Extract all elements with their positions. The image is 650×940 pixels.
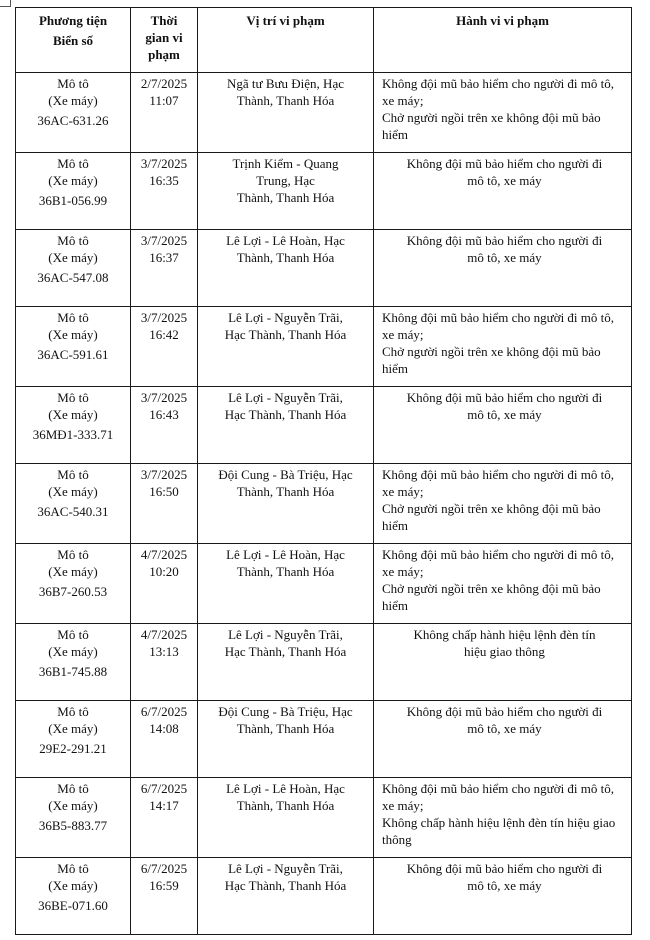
violation-text: Không đội mũ bảo hiểm cho người đi mô tô, xe máy; — [382, 310, 615, 342]
time-cell — [131, 464, 198, 544]
header-time-line: gian vi — [145, 30, 183, 45]
vehicle-type: Mô tô — [57, 861, 89, 876]
vehicle-type: Mô tô — [57, 781, 89, 796]
location-line: Thành, Thanh Hóa — [236, 721, 335, 736]
violation-time: 16:43 — [149, 407, 179, 422]
vehicle-type: Mô tô — [57, 233, 89, 248]
vehicle-subtype: (Xe máy) — [48, 407, 98, 422]
violation-time: 16:50 — [149, 484, 179, 499]
location-cell — [198, 230, 374, 307]
time-cell — [131, 73, 198, 153]
table-row — [16, 858, 632, 935]
location-line: Lê Lợi - Nguyễn Trãi, — [228, 310, 343, 325]
violation-text: mô tô, xe máy — [467, 721, 542, 736]
violation-cell — [374, 464, 632, 544]
vehicle-subtype: (Xe máy) — [48, 327, 98, 342]
violation-time: 16:59 — [149, 878, 179, 893]
violation-date: 6/7/2025 — [140, 861, 188, 876]
violation-text: mô tô, xe máy — [467, 407, 542, 422]
vehicle-cell — [16, 73, 131, 153]
license-plate: 36AC-591.61 — [37, 347, 109, 362]
page-corner-mark — [0, 0, 11, 7]
violation-text: Không đội mũ bảo hiểm cho người đi — [406, 390, 603, 405]
violation-text: Chở người ngồi trên xe không đội mũ bảo hiểm — [382, 344, 601, 376]
violation-time: 16:37 — [149, 250, 179, 265]
time-cell — [131, 307, 198, 387]
location-cell — [198, 778, 374, 858]
header-location: Vị trí vi phạm — [198, 8, 374, 73]
table-row — [16, 701, 632, 778]
header-vehicle-line: Phương tiện — [38, 13, 108, 28]
time-cell — [131, 624, 198, 701]
violation-text: Không chấp hành hiệu lệnh đèn tín — [413, 627, 596, 642]
vehicle-cell — [16, 544, 131, 624]
vehicle-type: Mô tô — [57, 627, 89, 642]
violations-table — [15, 7, 632, 935]
vehicle-subtype: (Xe máy) — [48, 93, 98, 108]
location-line: Trung, Hạc — [256, 173, 315, 188]
location-cell — [198, 153, 374, 230]
location-line: Hạc Thành, Thanh Hóa — [224, 644, 347, 659]
violation-time: 13:13 — [149, 644, 179, 659]
location-line: Lê Lợi - Lê Hoàn, Hạc — [226, 233, 345, 248]
time-cell — [131, 230, 198, 307]
time-cell — [131, 858, 198, 935]
violation-text: mô tô, xe máy — [467, 250, 542, 265]
location-cell — [198, 624, 374, 701]
location-line: Lê Lợi - Nguyễn Trãi, — [228, 627, 343, 642]
location-line: Thành, Thanh Hóa — [236, 250, 335, 265]
vehicle-type: Mô tô — [57, 547, 89, 562]
vehicle-subtype: (Xe máy) — [48, 484, 98, 499]
vehicle-type: Mô tô — [57, 76, 89, 91]
violation-time: 14:08 — [149, 721, 179, 736]
location-line: Lê Lợi - Nguyễn Trãi, — [228, 390, 343, 405]
header-plate-line: Biển số — [52, 33, 94, 48]
vehicle-cell — [16, 153, 131, 230]
vehicle-subtype: (Xe máy) — [48, 798, 98, 813]
violation-text: Chở người ngồi trên xe không đội mũ bảo hiểm — [382, 501, 601, 533]
vehicle-subtype: (Xe máy) — [48, 878, 98, 893]
vehicle-cell — [16, 387, 131, 464]
time-cell — [131, 153, 198, 230]
license-plate: 36B5-883.77 — [38, 818, 108, 833]
violation-text: Không đội mũ bảo hiểm cho người đi — [406, 233, 603, 248]
time-cell — [131, 387, 198, 464]
table-row — [16, 153, 632, 230]
violation-text: hiệu giao thông — [464, 644, 545, 659]
location-line: Ngã tư Bưu Điện, Hạc — [227, 76, 344, 91]
location-line: Hạc Thành, Thanh Hóa — [224, 878, 347, 893]
license-plate: 36B7-260.53 — [38, 584, 108, 599]
violation-text: Chở người ngồi trên xe không đội mũ bảo hiểm — [382, 110, 601, 142]
location-cell — [198, 387, 374, 464]
location-line: Đội Cung - Bà Triệu, Hạc — [218, 467, 353, 482]
table-row — [16, 307, 632, 387]
location-line: Hạc Thành, Thanh Hóa — [224, 327, 347, 342]
location-cell — [198, 73, 374, 153]
violation-text: mô tô, xe máy — [467, 878, 542, 893]
location-line: Thành, Thanh Hóa — [236, 564, 335, 579]
violation-cell — [374, 230, 632, 307]
vehicle-cell — [16, 464, 131, 544]
license-plate: 36AC-631.26 — [37, 113, 109, 128]
header-vehicle — [16, 8, 131, 73]
time-cell — [131, 701, 198, 778]
violation-text: Không đội mũ bảo hiểm cho người đi mô tô, xe máy; — [382, 781, 615, 813]
vehicle-cell — [16, 778, 131, 858]
violation-text: mô tô, xe máy — [467, 173, 542, 188]
violation-date: 6/7/2025 — [140, 704, 188, 719]
license-plate: 36B1-056.99 — [38, 193, 108, 208]
violation-date: 3/7/2025 — [140, 310, 188, 325]
table-row — [16, 778, 632, 858]
table-row — [16, 544, 632, 624]
location-line: Lê Lợi - Nguyễn Trãi, — [228, 861, 343, 876]
violation-text: Không đội mũ bảo hiểm cho người đi mô tô, xe máy; — [382, 76, 615, 108]
location-line: Thành, Thanh Hóa — [236, 484, 335, 499]
violation-cell — [374, 544, 632, 624]
violation-cell — [374, 307, 632, 387]
violation-time: 14:17 — [149, 798, 179, 813]
vehicle-cell — [16, 701, 131, 778]
location-line: Trịnh Kiểm - Quang — [232, 156, 339, 171]
location-cell — [198, 544, 374, 624]
violation-date: 3/7/2025 — [140, 156, 188, 171]
license-plate: 36B1-745.88 — [38, 664, 108, 679]
vehicle-subtype: (Xe máy) — [48, 564, 98, 579]
location-line: Hạc Thành, Thanh Hóa — [224, 407, 347, 422]
violation-text: Không đội mũ bảo hiểm cho người đi — [406, 704, 603, 719]
table-header-row — [16, 8, 632, 73]
table-row — [16, 230, 632, 307]
violation-text: Không đội mũ bảo hiểm cho người đi — [406, 156, 603, 171]
vehicle-subtype: (Xe máy) — [48, 173, 98, 188]
violation-text: Chở người ngồi trên xe không đội mũ bảo hiểm — [382, 581, 601, 613]
violation-time: 10:20 — [149, 564, 179, 579]
violation-text: Không chấp hành hiệu lệnh đèn tín hiệu giao thông — [382, 815, 616, 847]
license-plate: 36AC-547.08 — [37, 270, 109, 285]
violation-cell — [374, 624, 632, 701]
vehicle-type: Mô tô — [57, 390, 89, 405]
table-row — [16, 387, 632, 464]
vehicle-subtype: (Xe máy) — [48, 644, 98, 659]
location-line: Đội Cung - Bà Triệu, Hạc — [218, 704, 353, 719]
vehicle-cell — [16, 624, 131, 701]
table-row — [16, 464, 632, 544]
table-row — [16, 73, 632, 153]
vehicle-type: Mô tô — [57, 156, 89, 171]
header-time — [131, 8, 198, 73]
violation-time: 11:07 — [149, 93, 179, 108]
location-cell — [198, 307, 374, 387]
header-time-line: phạm — [148, 47, 180, 62]
table-row — [16, 624, 632, 701]
violation-cell — [374, 858, 632, 935]
license-plate: 36BE-071.60 — [38, 898, 108, 913]
violation-date: 6/7/2025 — [140, 781, 188, 796]
vehicle-cell — [16, 858, 131, 935]
location-line: Thành, Thanh Hóa — [236, 93, 335, 108]
violation-date: 3/7/2025 — [140, 467, 188, 482]
violation-text: Không đội mũ bảo hiểm cho người đi — [406, 861, 603, 876]
vehicle-type: Mô tô — [57, 310, 89, 325]
violation-date: 3/7/2025 — [140, 233, 188, 248]
violation-date: 4/7/2025 — [140, 627, 188, 642]
vehicle-cell — [16, 307, 131, 387]
location-line: Thành, Thanh Hóa — [236, 798, 335, 813]
violation-cell — [374, 153, 632, 230]
vehicle-type: Mô tô — [57, 467, 89, 482]
violation-cell — [374, 701, 632, 778]
violation-date: 3/7/2025 — [140, 390, 188, 405]
violation-time: 16:35 — [149, 173, 179, 188]
location-line: Thành, Thanh Hóa — [236, 190, 335, 205]
violation-time: 16:42 — [149, 327, 179, 342]
vehicle-cell — [16, 230, 131, 307]
location-cell — [198, 858, 374, 935]
violation-text: Không đội mũ bảo hiểm cho người đi mô tô, xe máy; — [382, 547, 615, 579]
header-time-line: Thời — [150, 13, 178, 28]
header-violation: Hành vi vi phạm — [374, 8, 632, 73]
location-cell — [198, 464, 374, 544]
vehicle-type: Mô tô — [57, 704, 89, 719]
license-plate: 36AC-540.31 — [37, 504, 109, 519]
location-line: Lê Lợi - Lê Hoàn, Hạc — [226, 547, 345, 562]
vehicle-subtype: (Xe máy) — [48, 250, 98, 265]
time-cell — [131, 778, 198, 858]
license-plate: 29E2-291.21 — [39, 741, 107, 756]
location-cell — [198, 701, 374, 778]
violation-cell — [374, 387, 632, 464]
violation-text: Không đội mũ bảo hiểm cho người đi mô tô, xe máy; — [382, 467, 615, 499]
violation-date: 2/7/2025 — [140, 76, 188, 91]
violation-cell — [374, 73, 632, 153]
violation-cell — [374, 778, 632, 858]
time-cell — [131, 544, 198, 624]
vehicle-subtype: (Xe máy) — [48, 721, 98, 736]
license-plate: 36MĐ1-333.71 — [32, 427, 114, 442]
violation-date: 4/7/2025 — [140, 547, 188, 562]
location-line: Lê Lợi - Lê Hoàn, Hạc — [226, 781, 345, 796]
